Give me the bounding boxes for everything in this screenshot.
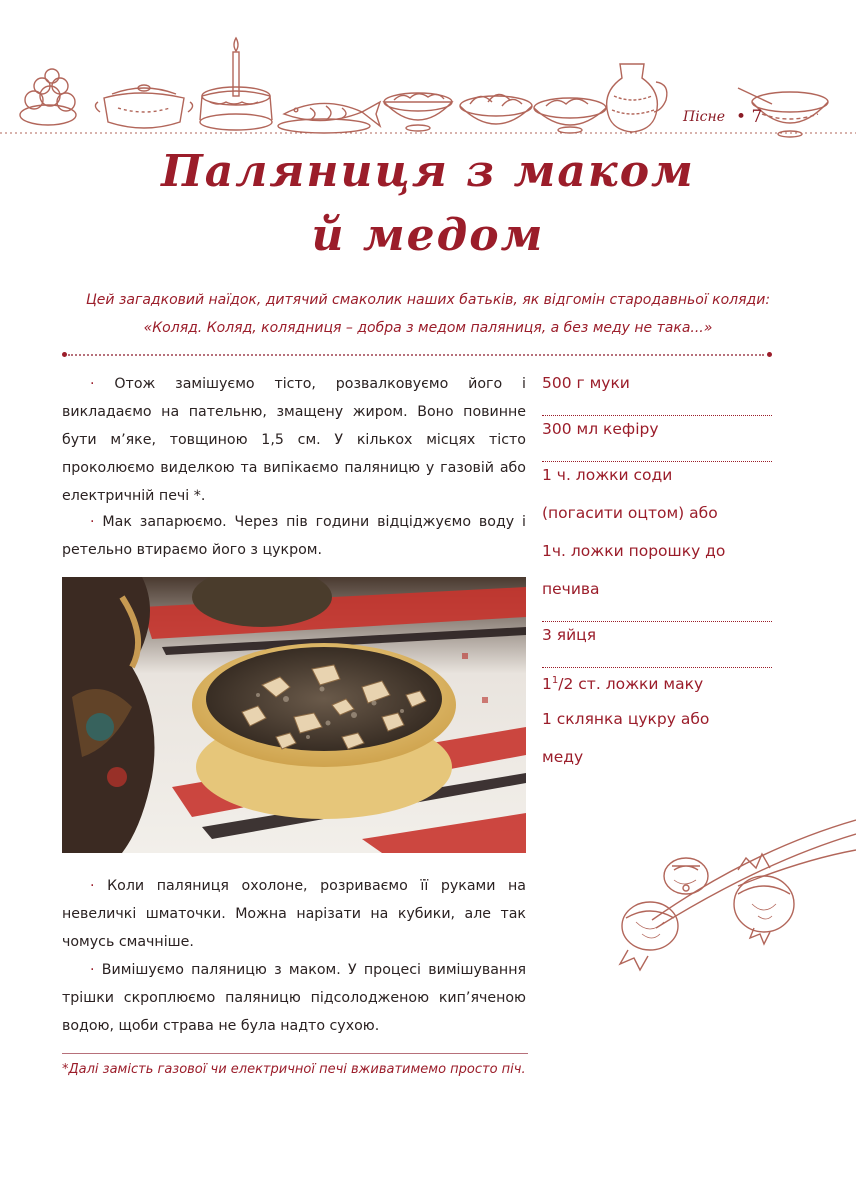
ingredient-soda-line-1: 1 ч. ложки соди [542, 466, 673, 484]
ingredient-powder-line-2: печива [542, 576, 772, 622]
divider-dot-right [767, 352, 772, 357]
intro-divider [68, 354, 764, 356]
footnote-divider [62, 1053, 528, 1054]
step-paragraph-1 [62, 370, 526, 510]
recipe-title-line-2: й медом [311, 210, 545, 261]
fish-platter-sketch-icon [278, 102, 380, 133]
section-label: Пісне [683, 109, 726, 125]
ingredient-powder-line-1: 1ч. ложки порошку до [542, 542, 726, 560]
poppy-fraction-numerator: 1 [551, 675, 559, 686]
page-number [736, 107, 762, 127]
step-paragraph-3 [62, 872, 526, 956]
ingredient-poppy: $1^1/2$ ст. ложки маку [542, 675, 704, 694]
recipe-title-line-1: Паляниця з маком [161, 146, 695, 197]
dumplings-sketch-icon [20, 69, 76, 125]
ingredient-eggs: 3 яйця [542, 622, 772, 668]
ingredient-soda-line-2: (погасити оцтом) або [542, 504, 718, 522]
step-text-3: Коли паляниця охолоне, розриваємо її руками на невеличкі шматочки. Можна нарізати на кубики, але так чомусь смачніше. [62, 878, 526, 950]
ingredients-list [542, 370, 772, 782]
poppy-rest: ст. ложки маку [573, 675, 704, 694]
step-text-4: Вимішуємо паляницю з маком. У процесі вимішування трішки скроплюємо паляницю підсолодженою кип’яченою водою, щоби страва не була надто сухою. [62, 962, 527, 1034]
ingredient-kefir: 300 мл кефіру [542, 416, 772, 462]
kolach-candle-sketch-icon [200, 38, 272, 130]
page-separator: • [736, 107, 747, 127]
step-bullet: · [90, 376, 95, 392]
poppy-fraction-denominator: 2 [563, 675, 574, 694]
step-paragraph-2 [62, 508, 526, 564]
footnote: *Далі замість газової чи електричної печі вживатимемо просто піч. [62, 1062, 526, 1077]
page-number-value: 7 [751, 107, 763, 127]
step-bullet: · [90, 962, 95, 978]
step-bullet: · [90, 878, 95, 894]
step-text-1: Отож замішуємо тісто, розвалковуємо його і викладаємо на пательню, змащену жиром. Воно повинне бути м’яке, товщиною 1,5 см. У кількох місцях тісто проколюємо виделкою та випікаємо паляницю у газовій або електричній печі *. [62, 376, 527, 504]
ingredient-sugar-line-1: 1 склянка цукру або [542, 710, 710, 728]
ingredient-sugar-line-2: меду [542, 748, 584, 766]
porridge-bowl-sketch-icon [384, 93, 452, 131]
dishes-banner-illustration [0, 30, 856, 140]
ingredient-flour: 500 г муки [542, 370, 772, 416]
pot-sketch-icon [95, 85, 192, 128]
recipe-title [0, 140, 856, 268]
step-paragraph-4 [62, 956, 526, 1040]
jug-sketch-icon [607, 64, 667, 132]
recipe-intro: Цей загадковий наїдок, дитячий смаколик наших батьків, як відгомін стародавньої коляди: «Коляд. Коляд, колядниця – добра з медом паляниця, а без меду не така...» [85, 292, 771, 336]
step-text-2: Мак запарюємо. Через пів години відціджуємо воду і ретельно втираємо його з цукром. [62, 514, 526, 558]
bowl-sketch-icon [534, 98, 606, 133]
varenyky-plate-sketch-icon [460, 94, 532, 124]
step-bullet: · [90, 514, 95, 530]
poppy-heads-illustration [612, 810, 856, 980]
dish-photo [62, 577, 526, 853]
divider-dot-left [62, 352, 67, 357]
poppy-whole: 1 [542, 675, 552, 694]
